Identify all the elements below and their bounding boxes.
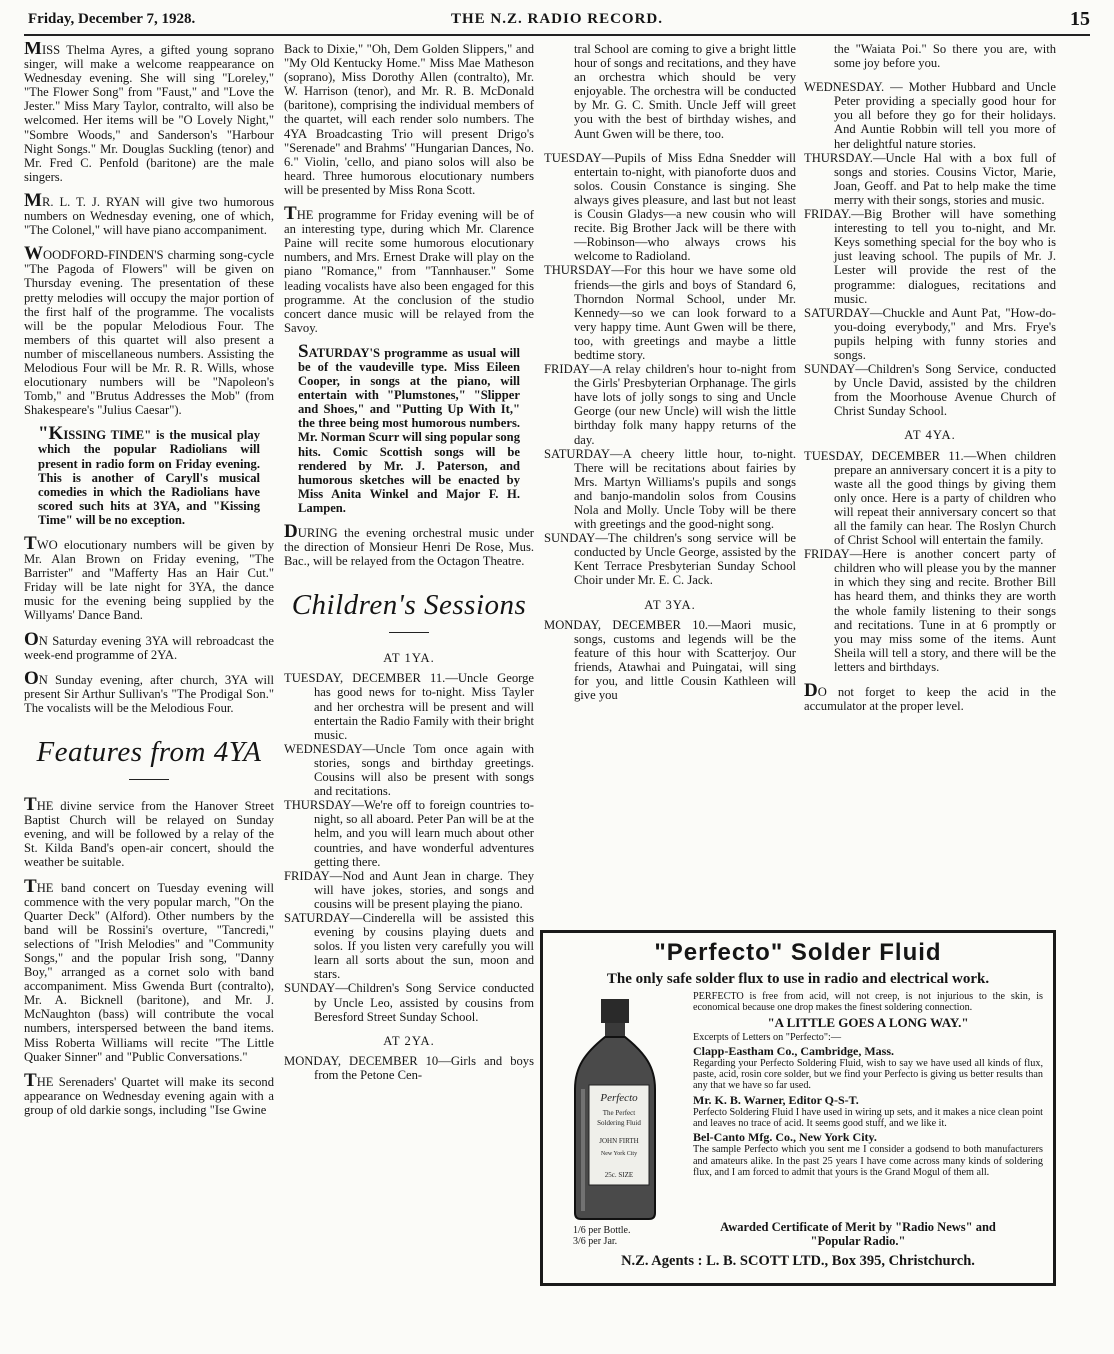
session-entry: FRIDAY.—Big Brother will have something interesting to tell you to-night, and Mr. Keys something special for the boy who is just leaving school. The pupils of Mr. J. Lester will provide the rest of the programme: dialogues, recitations and music.: [804, 207, 1056, 306]
article-paragraph: TWO elocutionary numbers will be given by Mr. Alan Brown on Friday evening, "The Barrister" and "Mafferty Has an Hair Cut." Friday will be late night for 3YA, the dance music for the evening being supplied by the Willyams' Dance Band.: [24, 533, 274, 623]
article-paragraph: ON Sunday evening, after church, 3YA will present Sir Arthur Sullivan's "The Prodigal Son." The vocalists will be the Melodious Four.: [24, 667, 274, 715]
session-entry: SATURDAY—A cheery little hour, to-night. There will be recitations about fairies by Mrs. Martyn Williams's pupils and songs and banjo-mandolin solos from Cousins Nola and Molly. Uncle Toby will be there with greetings and the good-night song.: [544, 446, 796, 532]
article-paragraph: DURING the evening orchestral music under the direction of Monsieur Henri De Rose, Mus. Bac., will be relayed from the Octagon Theatre.: [284, 521, 534, 569]
bottle-label-line: Soldering Fluid: [597, 1119, 641, 1127]
section-heading-features-4ya: Features from 4YA: [36, 736, 262, 769]
ad-intro: PERFECTO is free from acid, will not creep, is not injurious to the skin, is economical because one drop makes the finest soldering connection.: [693, 991, 1043, 1014]
session-entry: TUESDAY, DECEMBER 11.—When children prepare an anniversary concert it is a pity to waste all the good things by giving them only once. Here is a party of children who will repeat their anniversary concert so that all the family can hear. The Roslyn Church of Christ School will entertain the family.: [804, 448, 1056, 548]
heading-rule: [389, 632, 429, 633]
article-paragraph: THE programme for Friday evening will be of an interesting type, during which Mr. Clarence Paine will recite some humorous elocutionary numbers, and Mrs. Ernest Drake will play on the piano "Romance," from "Tannhauser." Some leading vocalists have also been engaged for this programme. At the conclusion of the studio concert dance music will be relayed from the Savoy.: [284, 203, 534, 335]
ad-excerpts-label: Excerpts of Letters on "Perfecto":—: [693, 1031, 842, 1043]
ad-tagline: The only safe solder flux to use in radio and electrical work.: [606, 971, 990, 987]
ad-body: [693, 991, 1043, 1181]
station-subheading: AT 2YA.: [383, 1033, 435, 1048]
column-4: [804, 42, 1056, 922]
ad-agents: N.Z. Agents : L. B. SCOTT LTD., Box 395, Christchurch.: [621, 1253, 975, 1269]
station-subheading: AT 1YA.: [383, 651, 435, 666]
session-entry: MONDAY, DECEMBER 10—Girls and boys from the Petone Cen-: [284, 1053, 534, 1082]
station-subheading: AT 4YA.: [904, 428, 956, 443]
column-1: [24, 42, 274, 1348]
session-entry: SUNDAY—Children's Song Service, conducted by Uncle David, assisted by the children from the Moorhouse Avenue Church of Christ Sunday School.: [804, 362, 1056, 419]
session-entry: FRIDAY—Nod and Aunt Jean in charge. They will have jokes, stories, and songs and cousins will be present playing the piano.: [284, 868, 534, 911]
saturday-programme-notice: SATURDAY'S programme as usual will be of the vaudeville type. Miss Eileen Cooper, in songs at the piano, will entertain with "Plumstones," "Slipper and Shoes," and "Putting Up With It," the three being most humorous numbers. Mr. Norman Scurr will sing popular song hits. Comic Scottish songs will be rendered by Mr. J. Paterson, and humorous sketches will be enacted by Miss Anita Winkel and Major F. H. Lampen.: [298, 340, 520, 515]
ad-slogan: "A LITTLE GOES A LONG WAY.": [767, 1015, 969, 1031]
page-header: [24, 8, 1090, 36]
session-entry: WEDNESDAY—Uncle Tom once again with stories, songs and birthday greetings. Cousins will also be present with songs and recitations.: [284, 741, 534, 799]
session-entry: TUESDAY, DECEMBER 11.—Uncle George has good news for to-night. Miss Tayler and her orchestra will be present and will entertain the Radio Family with their bright music.: [284, 671, 534, 742]
article-paragraph: THE band concert on Tuesday evening will commence with the very popular march, "On the Quarter Deck" (Alford). Other numbers by the band will be Rossini's overture, "Tancredi," selections of "Irish Melodies" and "Community Songs," and the popular Irish song, "Danny Boy," arranged as a cornet solo with band accompaniment. Miss Gwenda Burt (contralto), Mr. A. Bicknell (baritone), and Mr. J. McNaughton (bass) will contribute the vocal numbers, interspersed between the band items. Miss Roberta Williams will recite "The Little Quaker Sinner" and "Public Conversations.": [24, 875, 274, 1064]
solder-bottle-illustration: [565, 997, 665, 1223]
session-entry: SATURDAY—Cinderella will be assisted this evening by cousins playing duets and solos. If you listen very carefully you will learn all sorts about the sun, moon and stars.: [284, 910, 534, 982]
article-paragraph: THE Serenaders' Quartet will make its second appearance on Wednesday evening again with a group of old darkie songs, including "Ise Gwine: [24, 1069, 274, 1117]
session-entry: SUNDAY—Children's Song Service conducted by Uncle Leo, assisted by cousins from Beresford Street Sunday School.: [284, 981, 534, 1024]
heading-rule: [129, 779, 169, 780]
bottle-label-line: New York City: [600, 1151, 638, 1157]
testimonial-text: Regarding your Perfecto Soldering Fluid, wish to say we have used all kinds of flux, paste, acid, rosin core solder, but we find your Perfecto is giving us better results than any that we have so far used.: [693, 1058, 1043, 1092]
accumulator-reminder: DO not forget to keep the acid in the accumulator at the proper level.: [804, 680, 1056, 714]
section-heading-childrens-sessions: Children's Sessions: [291, 589, 527, 622]
article-paragraph: MR. L. T. J. RYAN will give two humorous numbers on Wednesday evening, one of which, "The Colonel," will have piano accompaniment.: [24, 189, 274, 238]
bottle-label-brand: Perfecto: [600, 1092, 638, 1104]
price-bottle: 1/6 per Bottle.: [573, 1225, 631, 1236]
ad-title: "Perfecto" Solder Fluid: [654, 939, 942, 966]
testimonial-company: Mr. K. B. Warner, Editor Q-S-T.: [693, 1092, 859, 1107]
testimonial-company: Clapp-Eastham Co., Cambridge, Mass.: [693, 1043, 895, 1058]
bottle-label-size: 25c. SIZE: [604, 1171, 634, 1179]
session-entry: FRIDAY—Here is another concert party of children who will please you by the manner in which they sing and recite. Brother Bill has heard them, and thinks they are worth the whole family listening to their songs and recitations. Tune in at 6 promptly or you may miss some of the items. Aunt Sheila will tell a story, and there will be the letters and birthdays.: [804, 547, 1056, 674]
session-entry: THURSDAY—We're off to foreign countries to-night, so all aboard. Peter Pan will be at the helm, and you will learn much about other countries, and have wonderful adventures getting there.: [284, 798, 534, 869]
perfecto-solder-fluid-ad: [540, 930, 1056, 1286]
article-paragraph: WOODFORD-FINDEN'S charming song-cycle "The Pagoda of Flowers" will be given on Thursday evening. The presentation of these pretty melodies will occupy the major portion of the first half of the programme. The vocalists will be the popular Melodious Four. The members of this quartet will also present a number of miscellaneous numbers. Assisting the Melodious Four will be Mr. R. R. Wills, whose elocutionary numbers will be "Napoleon's Tomb," and "Brutus Addresses the Mob" (from Shakespeare's "Julius Caesar").: [24, 243, 274, 418]
testimonial-company: Bel-Canto Mfg. Co., New York City.: [693, 1130, 877, 1145]
testimonial-text: The sample Perfecto which you sent me I consider a godsend to both manufacturers and amateurs alike. In the past 25 years I have come across many kinds of soldering flux, and I am forced to admit that yours is the Grand Mogul of them all.: [693, 1144, 1043, 1178]
column-2: [284, 42, 534, 1348]
bottle-label-line: The Perfect: [602, 1109, 636, 1117]
bottle-label-line: JOHN FIRTH: [599, 1137, 639, 1145]
article-paragraph: MISS Thelma Ayres, a gifted young soprano singer, will make a welcome reappearance on Wednesday evening. She will sing "Loreley," "The Flower Song" from "Faust," and "Love the Jester." Miss Mary Taylor, contralto, will also be welcomed. Her items will be "O Lovely Night," "Sombre Woods," and Sanderson's "Harbour Night Songs." Mr. Douglas Suckling (tenor) and Mr. Fred C. Penfold (baritone) are the male singers.: [24, 42, 274, 184]
issue-date: Friday, December 7, 1928.: [28, 11, 196, 27]
session-entry: SATURDAY—Chuckle and Aunt Pat, "How-do-you-doing everybody," and Mrs. Frye's pupils helping with funny stories and songs.: [804, 305, 1056, 362]
article-paragraph: THE divine service from the Hanover Street Baptist Church will be relayed on Sunday evening, and will be followed by a relay of the St. Kilda Band's open-air concert, should the weather be suitable.: [24, 794, 274, 870]
session-entry: TUESDAY—Pupils of Miss Edna Snedder will entertain to-night, with pianoforte duos and solos. Cousin Constance is singing. She always gives pleasure, and last but not least is Cousin Gladys—a new cousin who will recite. Big Brother Jack will be there with—Robinson—who always crows his welcome to Radioland.: [544, 150, 796, 264]
session-entry: FRIDAY—A relay children's hour to-night from the Girls' Presbyterian Orphanage. The girls have lots of jolly songs to sing and Uncle George (our new Uncle) will wish the little birthday folk many happy returns of the day.: [544, 362, 796, 447]
page-number: 15: [1070, 8, 1090, 30]
ad-prices: [573, 1225, 631, 1247]
publication-title: THE N.Z. RADIO RECORD.: [450, 11, 664, 27]
station-subheading: AT 3YA.: [644, 597, 696, 612]
session-entry-continued: tral School are coming to give a bright little hour of songs and recitations, and they have an orchestra which should be very enjoyable. The orchestra will be conducted by Mr. G. C. Smith. Uncle Jeff will greet you with the best of birthday wishes, and Aunt Gwen will be there, too.: [574, 42, 796, 141]
ad-award: Awarded Certificate of Merit by "Radio News" and "Popular Radio.": [720, 1220, 996, 1248]
session-entry: WEDNESDAY. — Mother Hubbard and Uncle Peter providing a specially good hour for you all before they go for their holidays. And Auntie Robbin will tell you more of her delightful nature stories.: [804, 80, 1056, 151]
session-entry: SUNDAY—The children's song service will be conducted by Uncle George, assisted by the Kent Terrace Presbyterian Sunday School Choir under Mr. E. C. Jack.: [544, 531, 796, 588]
session-entry: THURSDAY—For this hour we have some old friends—the girls and boys of Standard 6, Thorndon Normal School, under Mr. Kennedy—so we can look forward to a very happy time. Aunt Gwen will be there, too, with greetings and maybe a little bedtime story.: [544, 263, 796, 362]
session-entry-continued: the "Waiata Poi." So there you are, with some joy before you.: [834, 42, 1056, 71]
session-entry: THURSDAY.—Uncle Hal with a box full of songs and stories. Cousins Victor, Marie, Joan, Geoff. and Pat to help make the time merry with their songs, stories and music.: [804, 150, 1056, 207]
kissing-time-notice: "KISSING TIME" is the musical play which the popular Radiolians will present in radio form on Friday evening. This is another of Caryll's musical comedies in which the Radiolians have scored such hits at 3YA, and "Kissing Time" will be no exception.: [38, 423, 260, 527]
testimonial-text: Perfecto Soldering Fluid I have used in wiring up sets, and it makes a nice clean point and leaves no trace of acid. It seems good stuff, and we like it.: [693, 1106, 1043, 1130]
session-entry: MONDAY, DECEMBER 10.—Maori music, songs, customs and legends will be the feature of this hour with Scatterjoy. Our friends, Atawhai and Puingatai, will sing for you, and little Cousin Kathleen will give you: [544, 617, 796, 703]
article-paragraph: ON Saturday evening 3YA will rebroadcast the week-end programme of 2YA.: [24, 628, 274, 662]
article-paragraph: Back to Dixie," "Oh, Dem Golden Slippers," and "My Old Kentucky Home." Miss Mae Matheson (soprano), Miss Dorothy Allen (contralto), Mr. W. Harrison (tenor), and Mr. R. B. McDonald (baritone), comprising the individual members of the quartet, will each render solo numbers. The 4YA Broadcasting Trio will present Drigo's "Serenade" and Brahms' "Hungarian Dances, No. 6." Violin, 'cello, and piano solos will also be heard. Three humorous elocutionary numbers will be presented by Miss Rona Scott.: [284, 42, 534, 197]
price-jar: 3/6 per Jar.: [573, 1236, 618, 1247]
